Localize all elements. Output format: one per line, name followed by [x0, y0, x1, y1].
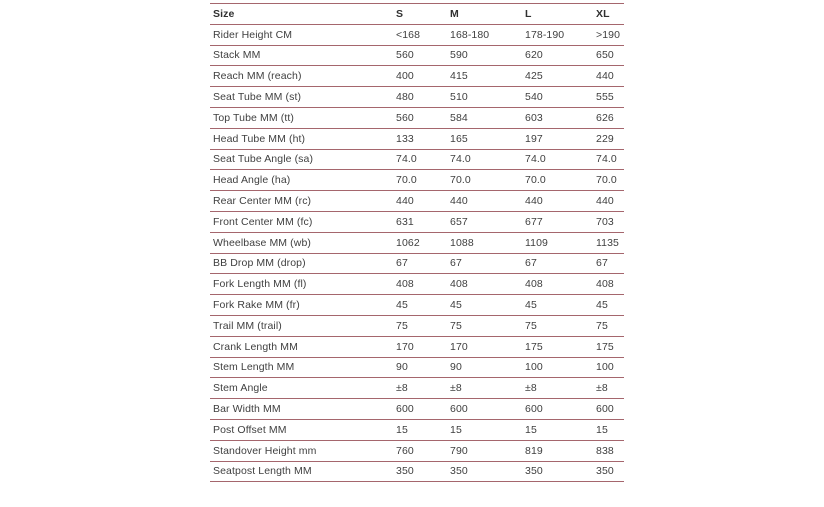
- cell-value: ±8: [525, 382, 537, 395]
- column-header-l: L: [525, 7, 532, 20]
- cell-value: 197: [525, 132, 543, 145]
- table-row: [210, 150, 624, 171]
- cell-value: 67: [525, 257, 537, 270]
- column-header-m: M: [450, 7, 459, 20]
- table-row: [210, 378, 624, 399]
- cell-value: 175: [596, 340, 614, 353]
- geometry-table: [210, 3, 624, 482]
- row-label: Seat Tube Angle (sa): [213, 153, 314, 166]
- table-row: [210, 233, 624, 254]
- cell-value: 175: [525, 340, 543, 353]
- cell-value: 626: [596, 111, 614, 124]
- cell-value: 70.0: [396, 174, 417, 187]
- column-header-xl: XL: [596, 7, 610, 20]
- row-label: Stem Angle: [213, 382, 268, 395]
- cell-value: 165: [450, 132, 468, 145]
- cell-value: 603: [525, 111, 543, 124]
- table-row: [210, 129, 624, 150]
- cell-value: 100: [596, 361, 614, 374]
- cell-value: 45: [525, 299, 537, 312]
- cell-value: 75: [525, 319, 537, 332]
- cell-value: 560: [396, 111, 414, 124]
- cell-value: 440: [450, 195, 468, 208]
- cell-value: 75: [596, 319, 608, 332]
- cell-value: 74.0: [525, 153, 546, 166]
- cell-value: 90: [450, 361, 462, 374]
- row-label: Crank Length MM: [213, 340, 298, 353]
- cell-value: 480: [396, 91, 414, 104]
- cell-value: 1135: [596, 236, 619, 249]
- row-label: Seat Tube MM (st): [213, 91, 302, 104]
- cell-value: ±8: [396, 382, 408, 395]
- cell-value: 600: [596, 403, 614, 416]
- cell-value: 74.0: [450, 153, 471, 166]
- cell-value: 703: [596, 215, 614, 228]
- cell-value: 1062: [396, 236, 420, 249]
- row-label: Fork Rake MM (fr): [213, 299, 300, 312]
- cell-value: 67: [596, 257, 608, 270]
- cell-value: 75: [396, 319, 408, 332]
- cell-value: <168: [396, 28, 421, 41]
- table-row: [210, 25, 624, 46]
- table-row: [210, 420, 624, 441]
- row-label: Rider Height CM: [213, 28, 293, 41]
- cell-value: 677: [525, 215, 543, 228]
- column-header-size: Size: [213, 7, 235, 20]
- cell-value: 170: [450, 340, 468, 353]
- cell-value: ±8: [450, 382, 462, 395]
- cell-value: 133: [396, 132, 414, 145]
- cell-value: 168-180: [450, 28, 490, 41]
- row-label: Head Tube MM (ht): [213, 132, 306, 145]
- cell-value: 440: [525, 195, 543, 208]
- row-label: Trail MM (trail): [213, 319, 282, 332]
- cell-value: 408: [596, 278, 614, 291]
- cell-value: 45: [450, 299, 462, 312]
- cell-value: 657: [450, 215, 468, 228]
- row-label: Standover Height mm: [213, 444, 317, 457]
- cell-value: 408: [525, 278, 543, 291]
- cell-value: 90: [396, 361, 408, 374]
- row-label: Top Tube MM (tt): [213, 111, 294, 124]
- row-label: Rear Center MM (rc): [213, 195, 312, 208]
- cell-value: 584: [450, 111, 468, 124]
- row-label: Front Center MM (fc): [213, 215, 313, 228]
- row-label: Wheelbase MM (wb): [213, 236, 311, 249]
- cell-value: 100: [525, 361, 543, 374]
- cell-value: 650: [596, 49, 614, 62]
- table-row: [210, 46, 624, 67]
- cell-value: 1109: [525, 236, 548, 249]
- table-row: [210, 441, 624, 462]
- table-row: [210, 337, 624, 358]
- row-label: Head Angle (ha): [213, 174, 291, 187]
- cell-value: 760: [396, 444, 414, 457]
- cell-value: 67: [396, 257, 408, 270]
- cell-value: 45: [396, 299, 408, 312]
- cell-value: 400: [396, 70, 414, 83]
- cell-value: 15: [596, 423, 608, 436]
- cell-value: 178-190: [525, 28, 565, 41]
- cell-value: 631: [396, 215, 414, 228]
- table-row: [210, 108, 624, 129]
- table-row: [210, 212, 624, 233]
- table-row: [210, 87, 624, 108]
- table-body: [210, 25, 624, 483]
- table-row: [210, 399, 624, 420]
- table-row: [210, 462, 624, 483]
- row-label: Post Offset MM: [213, 423, 287, 436]
- table-header-row: [210, 4, 624, 25]
- cell-value: 15: [450, 423, 462, 436]
- cell-value: 600: [525, 403, 543, 416]
- cell-value: 790: [450, 444, 468, 457]
- cell-value: 350: [450, 465, 468, 478]
- cell-value: 74.0: [596, 153, 617, 166]
- cell-value: 620: [525, 49, 543, 62]
- row-label: Fork Length MM (fl): [213, 278, 307, 291]
- cell-value: 75: [450, 319, 462, 332]
- table-row: [210, 170, 624, 191]
- table-row: [210, 254, 624, 275]
- cell-value: 560: [396, 49, 414, 62]
- cell-value: 440: [596, 70, 614, 83]
- cell-value: 74.0: [396, 153, 417, 166]
- table-row: [210, 191, 624, 212]
- cell-value: 70.0: [525, 174, 546, 187]
- cell-value: 15: [525, 423, 537, 436]
- cell-value: >190: [596, 28, 621, 41]
- cell-value: 540: [525, 91, 543, 104]
- row-label: Stack MM: [213, 49, 261, 62]
- cell-value: 600: [396, 403, 414, 416]
- cell-value: 415: [450, 70, 468, 83]
- row-label: Stem Length MM: [213, 361, 295, 374]
- cell-value: 510: [450, 91, 468, 104]
- cell-value: 590: [450, 49, 468, 62]
- cell-value: 819: [525, 444, 543, 457]
- cell-value: 350: [596, 465, 614, 478]
- column-header-s: S: [396, 7, 404, 20]
- cell-value: 170: [396, 340, 414, 353]
- cell-value: 600: [450, 403, 468, 416]
- cell-value: 350: [525, 465, 543, 478]
- cell-value: 425: [525, 70, 543, 83]
- cell-value: 70.0: [596, 174, 617, 187]
- cell-value: 440: [596, 195, 614, 208]
- cell-value: 67: [450, 257, 462, 270]
- table-row: [210, 316, 624, 337]
- row-label: Bar Width MM: [213, 403, 281, 416]
- cell-value: 350: [396, 465, 414, 478]
- table-row: [210, 274, 624, 295]
- cell-value: 1088: [450, 236, 474, 249]
- cell-value: 440: [396, 195, 414, 208]
- cell-value: 555: [596, 91, 614, 104]
- cell-value: 838: [596, 444, 614, 457]
- cell-value: 45: [596, 299, 608, 312]
- cell-value: ±8: [596, 382, 608, 395]
- cell-value: 408: [396, 278, 414, 291]
- table-row: [210, 358, 624, 379]
- cell-value: 15: [396, 423, 408, 436]
- row-label: Seatpost Length MM: [213, 465, 312, 478]
- cell-value: 70.0: [450, 174, 471, 187]
- row-label: Reach MM (reach): [213, 70, 302, 83]
- cell-value: 229: [596, 132, 614, 145]
- cell-value: 408: [450, 278, 468, 291]
- table-row: [210, 66, 624, 87]
- table-row: [210, 295, 624, 316]
- row-label: BB Drop MM (drop): [213, 257, 306, 270]
